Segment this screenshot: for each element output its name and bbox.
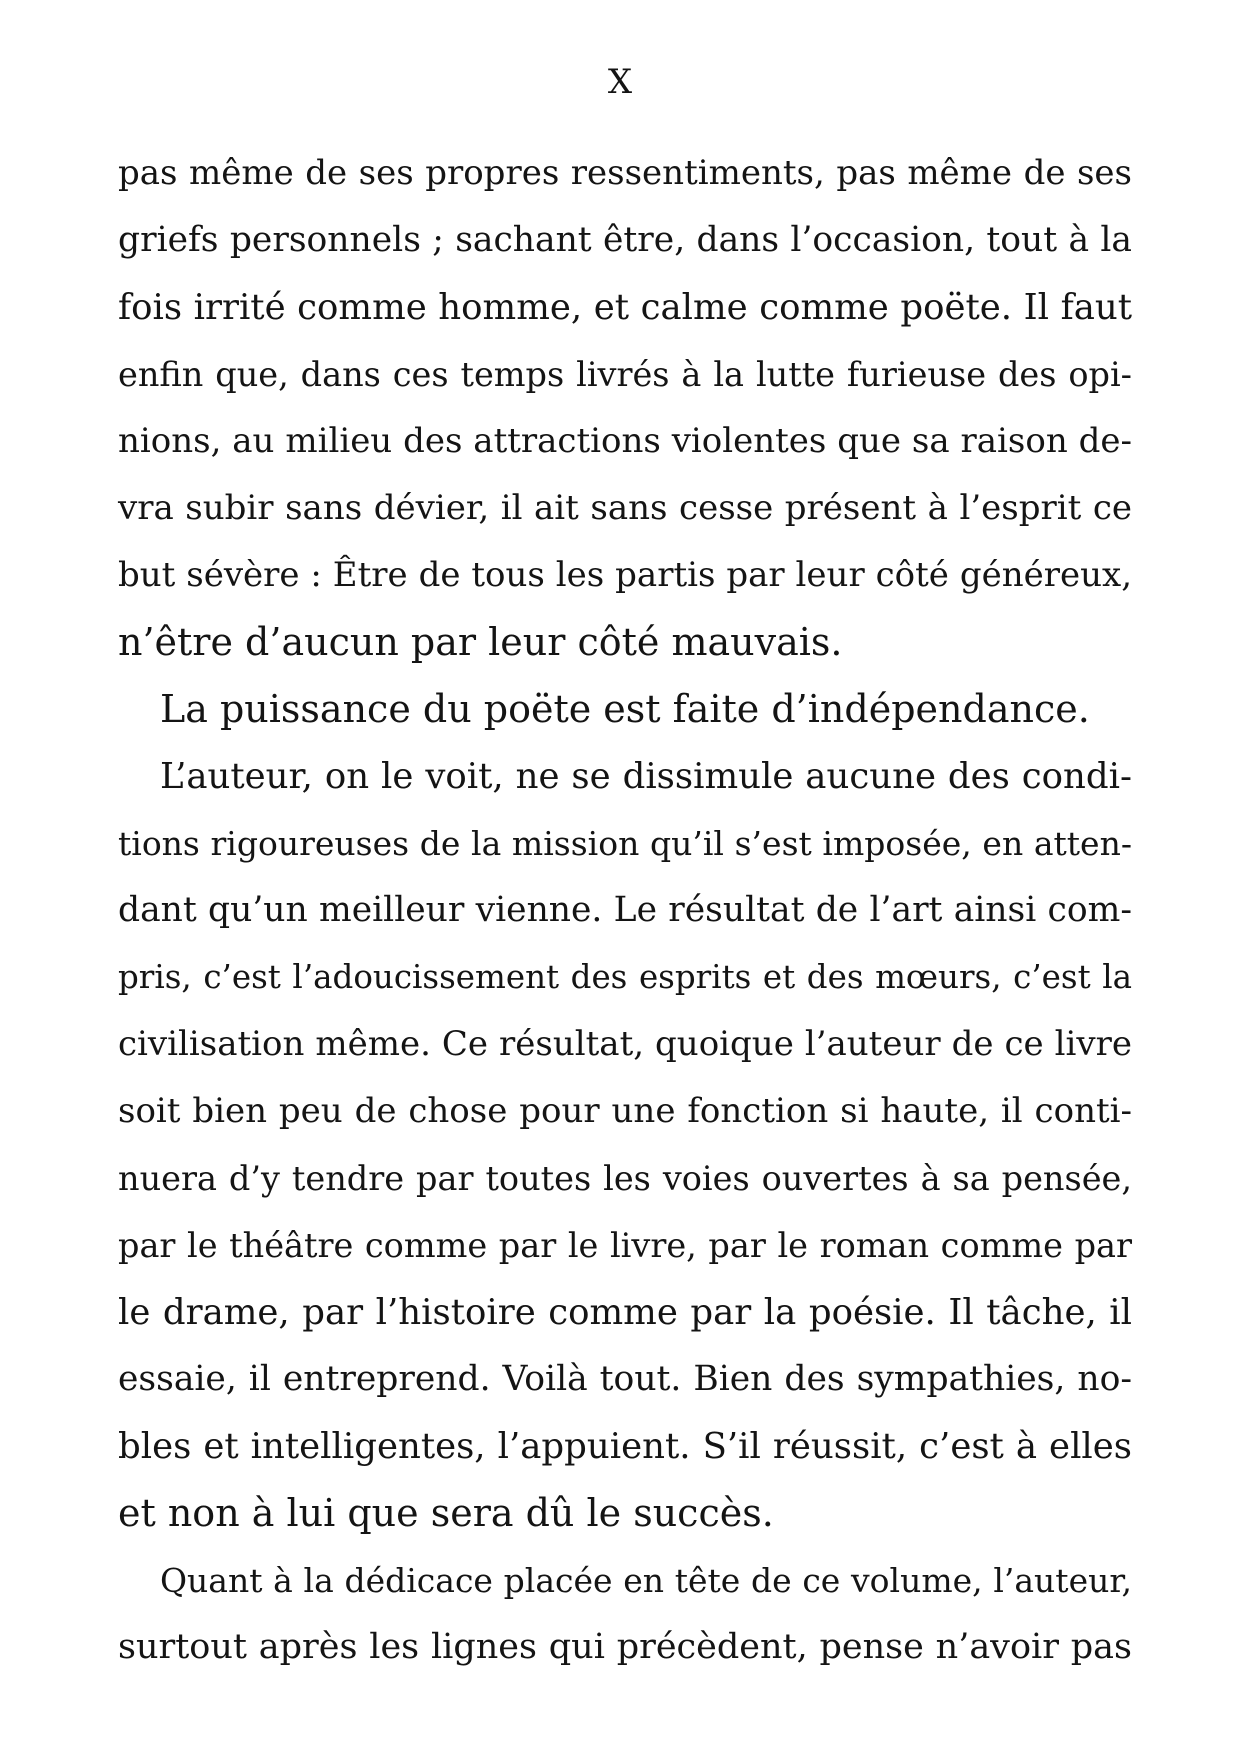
paragraph [118, 140, 1132, 676]
text-line: bles et intelligentes, l’appuient. S’il réussit, c’est à elles [118, 1426, 1132, 1467]
paragraph [118, 1547, 1132, 1681]
text-line: Quant à la dédicace placée en tête de ce volume, l’auteur, [160, 1561, 1132, 1600]
text-line: et non à lui que sera dû le succès. [118, 1491, 774, 1535]
text-line: L’auteur, on le voit, ne se dissimule aucune des condi- [160, 756, 1132, 797]
page-number: X [607, 62, 634, 102]
text-line: soit bien peu de chose pour une fonction si haute, il conti- [118, 1091, 1132, 1131]
text-line: pas même de ses propres ressentiments, pas même de ses [118, 153, 1132, 193]
text-line: civilisation même. Ce résultat, quoique l’auteur de ce livre [118, 1024, 1132, 1064]
text-line: par le théâtre comme par le livre, par le roman comme par [118, 1226, 1132, 1265]
text-line: surtout après les lignes qui précèdent, pense n’avoir pas [118, 1627, 1132, 1667]
text-line: nuera d’y tendre par toutes les voies ouvertes à sa pensée, [118, 1159, 1132, 1198]
text-line: n’être d’aucun par leur côté mauvais. [118, 620, 843, 664]
text-line: enfin que, dans ces temps livrés à la lutte furieuse des opi- [118, 355, 1132, 394]
text-line: dant qu’un meilleur vienne. Le résultat de l’art ainsi com- [118, 890, 1132, 930]
paragraph [118, 743, 1132, 1547]
text-line: fois irrité comme homme, et calme comme poëte. Il faut [118, 287, 1132, 328]
paragraph [118, 676, 1132, 743]
text-line: La puissance du poëte est faite d’indépendance. [160, 687, 1090, 731]
text-line: pris, c’est l’adoucissement des esprits et des mœurs, c’est la [118, 958, 1132, 996]
text-line: essaie, il entreprend. Voilà tout. Bien des sympathies, no- [118, 1359, 1132, 1399]
body-text [118, 140, 1132, 1681]
text-line: nions, au milieu des attractions violentes que sa raison de- [118, 421, 1132, 461]
text-line: le drame, par l’histoire comme par la poésie. Il tâche, il [118, 1292, 1132, 1333]
text-line: vra subir sans dévier, il ait sans cesse présent à l’esprit ce [118, 488, 1132, 528]
text-line: tions rigoureuses de la mission qu’il s’est imposée, en atten- [118, 824, 1132, 863]
text-line: but sévère : Être de tous les partis par leur côté généreux, [118, 555, 1132, 595]
text-line: griefs personnels ; sachant être, dans l’occasion, tout à la [118, 220, 1132, 260]
